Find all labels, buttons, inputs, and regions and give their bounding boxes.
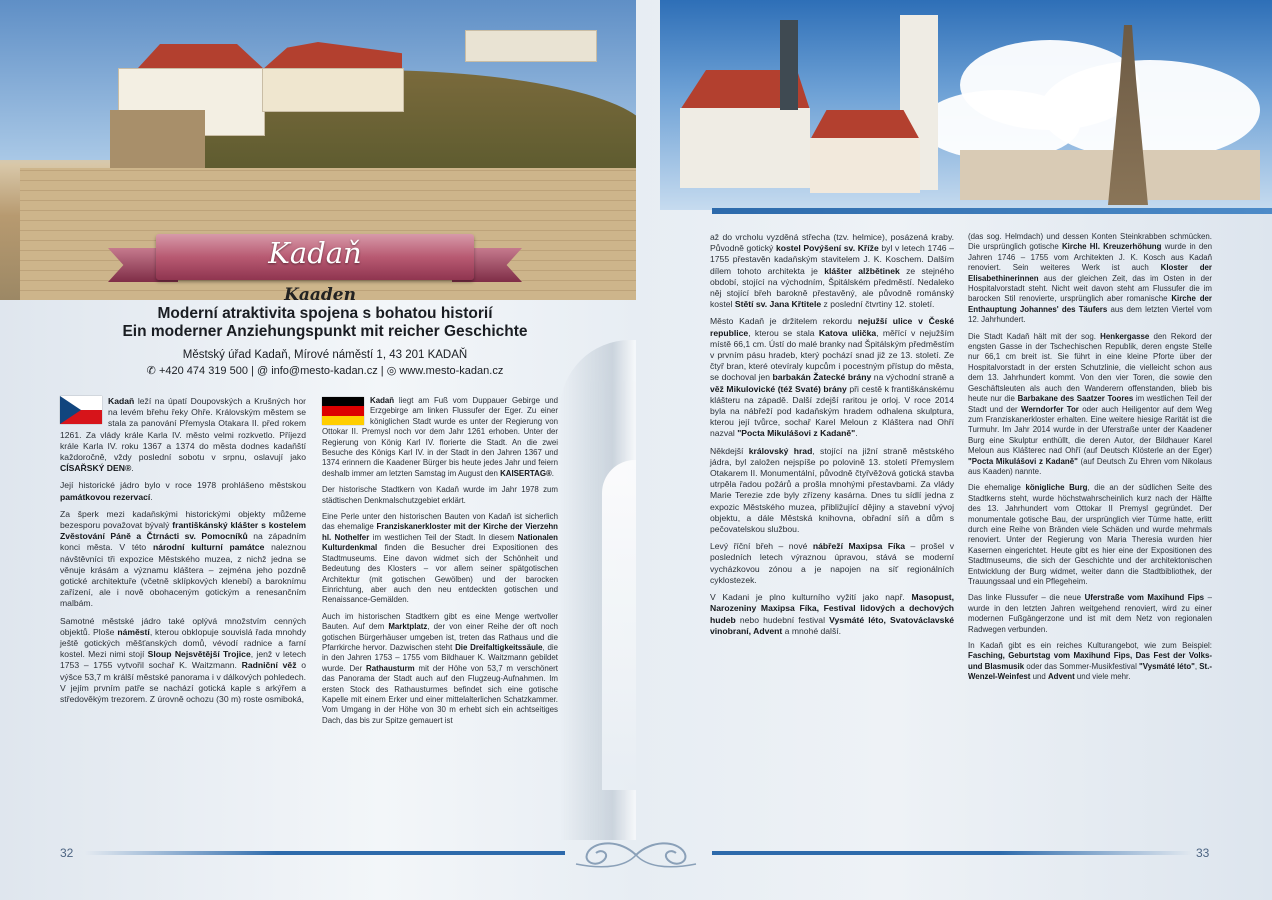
web-link[interactable]: www.mesto-kadan.cz bbox=[399, 365, 504, 377]
at-icon: @ bbox=[256, 365, 269, 377]
page-title-german: Kaaden bbox=[284, 285, 356, 305]
text-column-czech-2: až do vrcholu vyzděná střecha (tzv. helmice), posázená kraby. Původně gotický kostel Povýšení sv. Kříže byl v letech 1746 – 1755 přestavěn kadaňským stavitelem J. K. Koschem. Dalším dílem tohoto architekta je klášter alžbětinek ze stejného období, stojící na východním, Špitálském předměstí. Nedaleko něj stojící břeh barokně přestavěný, ale původně románský kostel Stětí sv. Jana Křtitele z poslední čtvrtiny 12. století. Město Kadaň je držitelem rekordu nejužší ulice v České republice, kterou se stala Katova ulička, měřící v nejužším místě 66,1 cm. Ústí do malé branky nad Špitálským předměstím v prvním pásu hradeb, který pochází snad již ze 13. století. Ze čtyř bran, které otevíraly kupcům i pocestným přístup do města, se dochoval jen barbakán Žatecké brány na východní straně a věž Mikulovické (též Svaté) brány při cestě k františkánskému klášteru na západě. Další zdejší raritou je orloj. V roce 2014 byla na nábřeží pod kadaňským hradem odhalena skulptura, kterou její tvůrce, sochař Karel Meloun z Kláštera nad Ohří nazval "Pocta Mikulášovi z Kadaně". Někdejší královský hrad, stojící na jižní straně městského jádra, byl založen nejspíše po polovině 13. století Přemyslem Otakarem II. Monumentální, původně čtyřvěžová gotická stavba utrpěla řadou požárů a prošla mnohými přestavbami. Za vlády Marie Terezie zde byly zřízeny kasárna. Dnes tu sídlí jedna z expozic Městského muzea, přibližující dějiny a stavební vývoj objektu, a dále Městská knihovna, obřadní síň a dům s pečovatelskou službou. Levý říční břeh – nové nábřeží Maxipsa Fíka – prošel v posledních letech výraznou úpravou, stává se moderní vycházkovou zónou a je napojen na síť regionálních cyklostezek. V Kadani je plno kulturního vyžití jako např. Masopust, Narozeniny Maxipsa Fíka, Festival lidových a dechových hudeb nebo hudební festival Vysmáté léto, Svatováclavské vinobraní, Advent a mnohé další. bbox=[710, 232, 955, 636]
contact-block bbox=[80, 347, 570, 379]
phone-number[interactable]: +420 474 319 500 bbox=[158, 365, 248, 377]
page-title: Kadaň bbox=[268, 236, 362, 270]
page-number-left: 32 bbox=[60, 846, 74, 860]
text-column-german-1: Kadaň liegt am Fuß vom Duppauer Gebirge und Erzgebirge am linken Flussufer der Eger. Zu einer königlichen Stadt wurde es unter der Regierung von Ottokar II. Premysl noch vor dem Jahr 1261 erhoben. Unter der Regierung von König Karl IV. florierte die Stadt. An die zwei Besuche des Königs Karl IV. in der Stadt in den Jahren 1367 und 1374 erinnern die Kaadener Bürger bis heute jedes Jahr und feiern deshalb immer am letzten Samstag im August den KAISERTAG®. Der historische Stadtkern von Kadaň wurde im Jahr 1978 zum städtischen Denkmalschutzgebiet erklärt. Eine Perle unter den historischen Bauten von Kadaň ist sicherlich das ehemalige Franziskanerkloster mit der Kirche der Vierzehn hl. Nothelfer im westlichen Teil der Stadt. In diesem Nationalen Kulturdenkmal finden die Besucher drei Expositionen des Stadtmuseums. Eine davon widmet sich der Schönheit und Bedeutung des Klosters – vor allem seiner spätgotischen Architektur (mit gotischen Gewölben) und der barocken Einrichtung, aber auch den neu entdeckten gotischen und Renaissance-Gemälden. Auch im historischen Stadtkern gibt es eine Menge wertvoller Bauten. Auf dem Marktplatz, der von einer Reihe der oft noch gotischen Bürgerhäuser umgeben ist, treten das Rathaus und die Pfarrkirche hervor. Dazwischen steht Die Dreifaltigkeitssäule, die in den Jahren 1753 – 1755 vom Bildhauer K. Waitzmann gebildet wurde. Der Rathausturm mit der Höhe von 53,7 m verschönert das Panorama der Stadt auch auf den Flugzeug-Aufnahmen. Im ersten Stock des Rathausturmes befindet sich eine gotische Kapelle mit einem Erker und einer mittelalterlichen Schatzkammer. Vom Umgang in der Höhe von 30 m erhebt sich ein achtseitiges Dach, das bis zur Spitze gemauert ist bbox=[322, 396, 559, 725]
czech-flag-icon bbox=[60, 396, 102, 424]
phone-icon: ✆ bbox=[146, 365, 156, 377]
german-flag-icon bbox=[322, 397, 364, 425]
address: Městský úřad Kadaň, Mírové náměstí 1, 43 201 KADAŇ bbox=[182, 349, 468, 361]
arcade-photo bbox=[560, 340, 636, 840]
text-column-czech-1: Kadaň leží na úpatí Doupovských a Krušných hor na levém břehu řeky Ohře. Královským městem se stala za panování Přemysla Otakara II. před rokem 1261. Za vlády krále Karla IV. město velmi rozkvetlo. Příjezd krále Karla IV. roku 1367 a 1374 do města dodnes kadaňští každoročně, vždy poslední sobotu v srpnu, oslavují jako CÍSAŘSKÝ DEN®. Její historické jádro bylo v roce 1978 prohlášeno městskou památkovou rezervací. Za šperk mezi kadaňskými historickými objekty můžeme bezesporu považovat bývalý františkánský klášter s kostelem Zvěstování Páně a Čtrnácti sv. Pomocníků na západním konci města. V této národní kulturní památce naleznou návštěvníci tři expozice Městského muzea, z nichž jedna se věnuje krásám a významu kláštera – zejména jeho pozdně gotické architektuře (včetně sklípkových klenebí) a baroknímu zařízení, ale i nově obohaceným gotickým a renesančním malbám. Samotné městské jádro také oplývá množstvím cenných objektů. Ploše náměstí, kterou obklopuje souvislá řada mnohdy ještě gotických měšťanských domů, vévodí radnice a farní kostel. Mezi nimi stojí Sloup Nejsvětější Trojice, jenž v letech 1753 – 1755 vytvořil sochař K. Waitzmann. Radniční věž o výšce 53,7 m králší městské panorama i v dálkových pohledech. V jejím prvním patře se nachází gotická kaple s arkýřem a středověkým trezorem. Z úrovně ochozu (30 m) roste osmiboká, bbox=[60, 396, 307, 705]
headline-czech: Moderní atraktivita spojena s bohatou historií bbox=[157, 305, 493, 322]
footer-rule-left bbox=[85, 851, 565, 855]
right-page bbox=[636, 0, 1272, 900]
footer-rule-right bbox=[712, 851, 1192, 855]
header-rule-right bbox=[712, 208, 1272, 214]
text-column-german-2: (das sog. Helmdach) und dessen Konten Steinkrabben schmücken. Die ursprünglich gotische Kirche Hl. Kreuzerhöhung wurde in den Jahren 1746 – 1755 vom Architekten J. K. Kosch aus Kadaň renoviert. Sein weiteres Werk ist auch Kloster der Elisabethinerinnen aus der gleichen Zeit, das im Osten in der Hospitalvorstadt steht. Nicht weit davon steht am Flussufer die im barocken Stil renovierte, ursprünglich aber romanische Kirche der Enthauptung Johannes' des Täufers aus dem letzten Viertel vom 12. Jahrhundert. Die Stadt Kadaň hält mit der sog. Henkergasse den Rekord der engsten Gasse in der Tschechischen Republik, deren engste Stelle nur 66,1 cm breit ist. Sie führt in eine kleine Pforte über der Hospitalvorstadt in der ersten Schutzlinie, die vielleicht schon aus dem 13. Jahrhundert kommt. Von den vier Toren, die sowie den Geschäftsleuten als auch den Wanderern offenstanden, blieb bis heute nur die Barbakane des Saatzer Toores im westlichen Teil der Stadt und der Werndorfer Tor oder auch Heiligentor auf dem Weg zum Franziskanerkloster erhalten. Eine weitere hiesige Rarität ist die Turmuhr. Im Jahr 2014 wurde in der Uferstraße unter der Kaadener Burg eine Skulptur enthüllt, die deren Autor, der Bildhauer Karel Meloun aus Klášterec nad Ohří (auf Deutsch Klösterle an der Eger) "Pocta Mikulášovi z Kadaně" (auf Deutsch Zu Ehren vom Nikolaus aus Kaaden) nannte. Die ehemalige königliche Burg, die an der südlichen Seite des Stadtkerns steht, wurde höchstwahrscheinlich kurz nach der Hälfte des 13. Jahrhundert vom Ottokar II Premysl gegründet. Der monumentale gotische Bau, der ursprünglich vier Türme hatte, erlitt durch eine Reihe von Bränden viele Schäden und wurde mehrmals renoviert. Unter der Regierung von Maria Theresia wurden hier Kasernen eingerichtet. Heute gibt es hier eine der Expositionen des Stadtmuseums, die sich der Geschichte und der architektonischen Entwicklung der Burg widmet, weiter dann die Stadtbibliothek, der Trauungssaal und ein Pflegeheim. Das linke Flussufer – die neue Uferstraße vom Maxihund Fips – wurde in den letzten Jahren weitgehend renoviert, wird zu einer modernen Fußgängerzone und ist mit dem Netz von regionalen Radwegen verbunden. In Kadaň gibt es ein reiches Kulturangebot, wie zum Beispiel: Fasching, Geburtstag vom Maxihund Fips, Das Fest der Volks- und Blasmusik oder das Sommer-Musikfestival "Vysmáté léto", St.-Wenzel-Weinfest und Advent und viele mehr. bbox=[968, 232, 1213, 682]
contact-line: ✆ +420 474 319 500 | @ info@mesto-kadan.cz | ◎ www.mesto-kadan.cz bbox=[146, 365, 504, 377]
town-photo bbox=[660, 0, 1272, 210]
scroll-ornament-icon bbox=[566, 836, 706, 874]
page-number-right: 33 bbox=[1196, 846, 1210, 860]
title-ribbon bbox=[108, 228, 522, 290]
email-link[interactable]: info@mesto-kadan.cz bbox=[271, 365, 378, 377]
globe-icon: ◎ bbox=[386, 365, 397, 377]
headline-german: Ein moderner Anziehungspunkt mit reicher Geschichte bbox=[122, 323, 528, 340]
headline bbox=[80, 305, 570, 341]
